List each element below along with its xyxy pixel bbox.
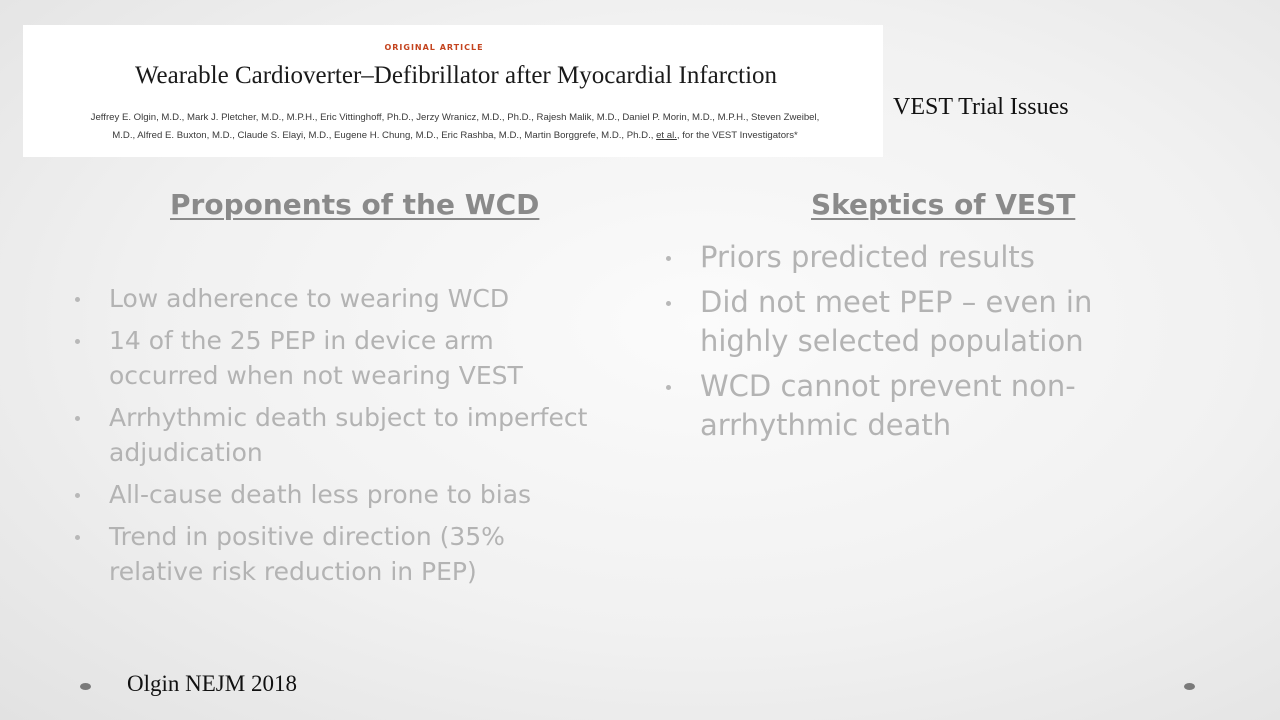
- slide-decoration-dot-icon: [1184, 683, 1195, 690]
- list-item: [72, 323, 592, 393]
- list-item: [72, 400, 592, 470]
- bullet-icon: [75, 297, 80, 302]
- bullet-icon: [666, 385, 671, 390]
- skeptics-list: [663, 238, 1133, 451]
- list-item-text: Arrhythmic death subject to imperfect adjudication: [109, 403, 588, 467]
- bullet-icon: [75, 416, 80, 421]
- authors-line-2-text: M.D., Alfred E. Buxton, M.D., Claude S. Elayi, M.D., Eugene H. Chung, M.D., Eric Rashba, M.D., Martin Borggrefe, M.D., Ph.D.,: [112, 130, 657, 141]
- list-item: [72, 477, 592, 512]
- article-type-label: ORIGINAL ARTICLE: [384, 43, 484, 52]
- proponents-list: [72, 281, 592, 596]
- list-item: [663, 238, 1133, 277]
- list-item-text: WCD cannot prevent non-arrhythmic death: [700, 369, 1076, 442]
- authors-line-2: [40, 127, 870, 145]
- list-item: [72, 281, 592, 316]
- list-item-text: 14 of the 25 PEP in device arm occurred when not wearing VEST: [109, 326, 523, 390]
- bullet-icon: [75, 339, 80, 344]
- list-item: [663, 283, 1133, 361]
- list-item-text: Low adherence to wearing WCD: [109, 284, 510, 313]
- article-title: Wearable Cardioverter–Defibrillator after Myocardial Infarction: [134, 62, 778, 89]
- authors-line-2-tail: , for the VEST Investigators*: [676, 130, 798, 141]
- bullet-icon: [666, 256, 671, 261]
- authors-line-1: Jeffrey E. Olgin, M.D., Mark J. Pletcher, M.D., M.P.H., Eric Vittinghoff, Ph.D., Jerzy Wranicz, M.D., Ph.D., Rajesh Malik, M.D., Daniel P. Morin, M.D., M.P.H., Steven Zweibel,: [90, 112, 820, 123]
- article-authors: [40, 109, 870, 145]
- et-al-link[interactable]: et al.: [656, 130, 677, 141]
- bullet-icon: [75, 535, 80, 540]
- list-item-text: Trend in positive direction (35% relative risk reduction in PEP): [109, 522, 505, 586]
- bullet-icon: [666, 301, 671, 306]
- bullet-icon: [75, 493, 80, 498]
- list-item-text: Priors predicted results: [700, 240, 1035, 274]
- footer-bullet-icon: [80, 683, 91, 690]
- list-item: [663, 367, 1133, 445]
- slide-title: VEST Trial Issues: [893, 94, 1069, 120]
- list-item-text: Did not meet PEP – even in highly selected population: [700, 285, 1093, 358]
- list-item: [72, 519, 592, 589]
- right-column-heading: Skeptics of VEST: [811, 188, 1076, 221]
- left-column-heading: Proponents of the WCD: [170, 188, 540, 221]
- citation: Olgin NEJM 2018: [127, 671, 297, 696]
- list-item-text: All-cause death less prone to bias: [109, 480, 532, 509]
